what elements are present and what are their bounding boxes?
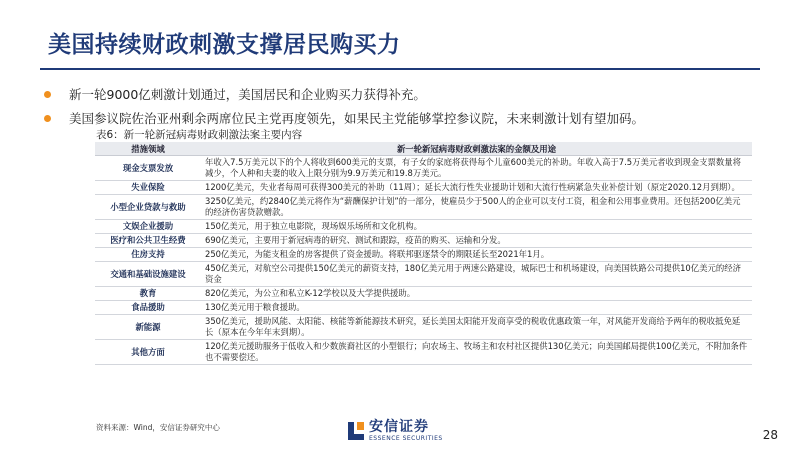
row-category: 失业保险 <box>95 181 201 195</box>
bullet-list <box>44 82 780 130</box>
title-divider <box>40 68 760 70</box>
row-category: 医疗和公共卫生经费 <box>95 234 201 248</box>
row-detail: 150亿美元，用于独立电影院，现场娱乐场所和文化机构。 <box>201 220 752 234</box>
table-caption: 表6：新一轮新冠病毒财政刺激法案主要内容 <box>96 129 303 141</box>
row-category: 文娱企业援助 <box>95 220 201 234</box>
bullet-text: 美国参议院佐治亚州剩余两席位民主党再度领先，如果民主党能够掌控参议院，未来刺激计划有望加码。 <box>69 111 645 126</box>
table-row <box>95 156 752 181</box>
row-category: 小型企业贷款与救助 <box>95 195 201 220</box>
bullet-dot-icon <box>44 115 51 122</box>
row-category: 住房支持 <box>95 248 201 262</box>
row-category: 教育 <box>95 287 201 301</box>
row-detail: 3250亿美元，约2840亿美元将作为“薪酬保护计划”的一部分，使雇员少于500人的企业可以支付工资，租金和公用事业费用。还包括200亿美元的经济伤害贷款赠款。 <box>201 195 752 220</box>
header-category: 措施领域 <box>95 142 201 156</box>
row-detail: 130亿美元用于粮食援助。 <box>201 301 752 315</box>
row-detail: 350亿美元，援助风能、太阳能、核能等新能源技术研究，延长美国太阳能开发商享受的税收优惠政策一年，对风能开发商给予两年的税收抵免延长（原本在今年年末到期）。 <box>201 315 752 340</box>
table-row <box>95 248 752 262</box>
page-title: 美国持续财政刺激支撑居民购买力 <box>48 32 401 58</box>
stimulus-table <box>95 142 752 365</box>
table-row <box>95 340 752 365</box>
bullet-dot-icon <box>44 91 51 98</box>
table-row <box>95 315 752 340</box>
source-footnote: 资料来源：Wind，安信证券研究中心 <box>96 423 220 432</box>
table-row <box>95 195 752 220</box>
row-detail: 820亿美元，为公立和私立K-12学校以及大学提供援助。 <box>201 287 752 301</box>
table-row <box>95 220 752 234</box>
logo-name-cn: 安信证券 <box>369 419 429 435</box>
row-detail: 450亿美元，对航空公司提供150亿美元的薪资支持，180亿美元用于两速公路建设，城际巴士和机场建设，向美国铁路公司提供10亿美元的经济资金 <box>201 262 752 287</box>
header-detail: 新一轮新冠病毒财政刺激法案的金额及用途 <box>201 142 752 156</box>
row-category: 新能源 <box>95 315 201 340</box>
table-row <box>95 181 752 195</box>
company-logo <box>348 420 443 442</box>
bullet-item <box>44 82 780 106</box>
table-row <box>95 262 752 287</box>
logo-name-en: ESSENCE SECURITIES <box>369 435 443 442</box>
row-detail: 1200亿美元，失业者每周可获得300美元的补助（11周）；延长大流行性失业援助计划和大流行性病紧急失业补偿计划（原定2020.12月到期）。 <box>201 181 752 195</box>
row-category: 食品援助 <box>95 301 201 315</box>
table-row <box>95 301 752 315</box>
row-detail: 250亿美元，为能支租金的房客提供了资金援助。将联邦驱逐禁令的期限延长至2021年1月。 <box>201 248 752 262</box>
row-category: 现金支票发放 <box>95 156 201 181</box>
row-detail: 年收入7.5万美元以下的个人将收到600美元的支票，有子女的家庭将获得每个儿童600美元的补助。年收入高于7.5万美元者收到现金支票数量将减少，个人种和夫妻的收入上限分别为9.9万美元和19.8万美元。 <box>201 156 752 181</box>
logo-mark-icon <box>348 422 364 440</box>
table-row <box>95 234 752 248</box>
table-row <box>95 287 752 301</box>
row-category: 其他方面 <box>95 340 201 365</box>
bullet-text: 新一轮9000亿刺激计划通过，美国居民和企业购买力获得补充。 <box>69 87 426 102</box>
table-header-row <box>95 142 752 156</box>
row-detail: 690亿美元，主要用于新冠病毒的研究、测试和跟踪，疫苗的购买、运输和分发。 <box>201 234 752 248</box>
row-category: 交通和基础设施建设 <box>95 262 201 287</box>
page-number: 28 <box>762 428 778 442</box>
row-detail: 120亿美元援助服务于低收入和少数族裔社区的小型银行；向农场主、牧场主和农村社区提供130亿美元；向美国邮局提供100亿美元，不附加条件也不需要偿还。 <box>201 340 752 365</box>
